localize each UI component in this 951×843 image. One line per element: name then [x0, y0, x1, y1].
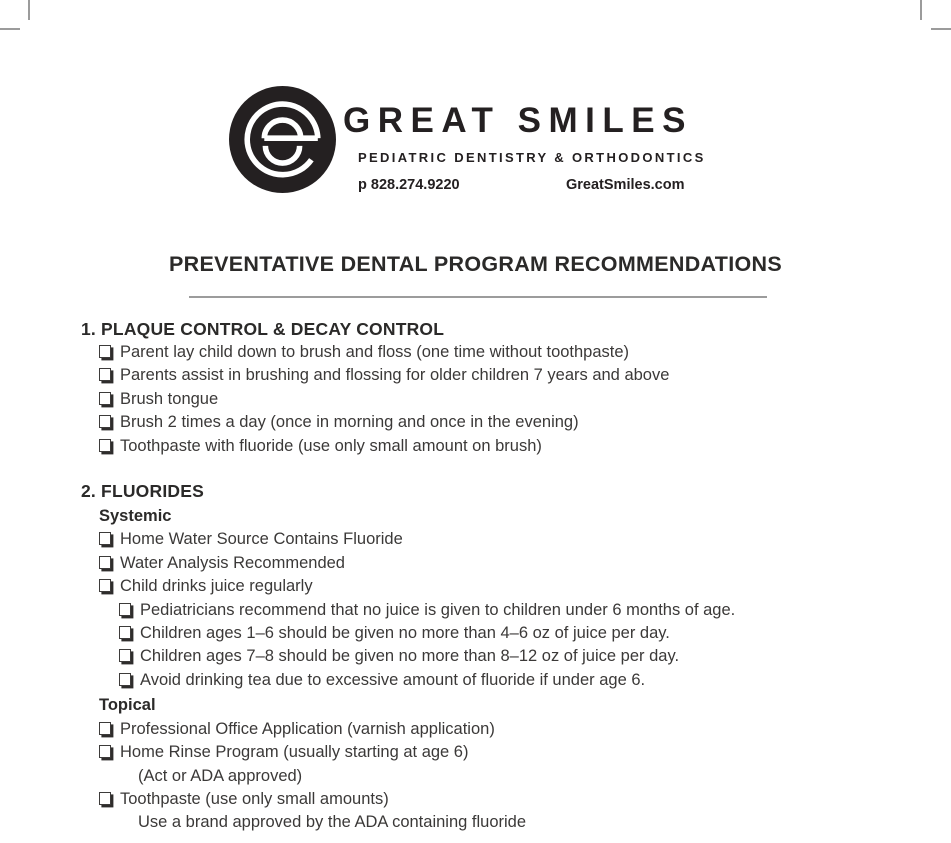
checklist-item-text: Brush tongue — [120, 389, 219, 408]
checklist-item-text: (Act or ADA approved) — [138, 766, 303, 785]
checklist-item-text: Child drinks juice regularly — [120, 577, 313, 596]
document-title: PREVENTATIVE DENTAL PROGRAM RECOMMENDATIONS — [169, 252, 782, 276]
checkbox-icon — [119, 673, 131, 686]
checklist-item-text: Water Analysis Recommended — [120, 553, 345, 572]
checkbox-icon — [119, 603, 131, 616]
checklist-item-text: Parent lay child down to brush and floss (one time without toothpaste) — [120, 343, 630, 361]
checklist-item — [99, 411, 896, 434]
website-url: GreatSmiles.com — [566, 177, 685, 193]
title-divider — [189, 296, 767, 298]
checklist-item — [99, 364, 896, 387]
checklist-subitem — [119, 669, 896, 692]
section-fluorides — [81, 480, 896, 835]
checklist-item — [99, 718, 896, 741]
subsection-label-topical: Topical — [99, 696, 156, 715]
section-plaque-control — [81, 318, 896, 458]
checklist-item-text: Parents assist in brushing and flossing for older children 7 years and above — [120, 366, 670, 385]
great-smiles-logo-icon — [229, 86, 336, 193]
crop-mark-top-left-vertical — [28, 0, 30, 20]
checklist-item — [99, 575, 896, 598]
checkbox-icon — [99, 532, 111, 545]
checklist-subitem — [119, 622, 896, 645]
checkbox-icon — [99, 579, 111, 592]
subsection-label-systemic: Systemic — [99, 507, 172, 526]
checklist-item-text: Toothpaste (use only small amounts) — [120, 789, 389, 808]
section-heading: 2. FLUORIDES — [81, 481, 204, 502]
checklist-item — [99, 341, 896, 364]
checkbox-icon — [99, 439, 111, 452]
checklist-item-text: Pediatricians recommend that no juice is given to children under 6 months of age. — [140, 600, 736, 619]
checklist-item — [99, 528, 896, 551]
checklist-item-text: Brush 2 times a day (once in morning and once in the evening) — [120, 413, 579, 432]
checklist-item-continuation — [138, 811, 896, 834]
checkbox-icon — [99, 722, 111, 735]
crop-mark-top-right-vertical — [920, 0, 922, 20]
checklist-item-text: Home Water Source Contains Fluoride — [120, 530, 403, 549]
crop-mark-top-right-horizontal — [931, 28, 951, 30]
checklist-item — [99, 388, 896, 411]
checklist-item — [99, 741, 896, 764]
brand-tagline: PEDIATRIC DENTISTRY & ORTHODONTICS — [358, 150, 706, 165]
checkbox-icon — [99, 368, 111, 381]
section-heading: 1. PLAQUE CONTROL & DECAY CONTROL — [81, 319, 445, 339]
checklist-item-text: Avoid drinking tea due to excessive amount of fluoride if under age 6. — [140, 670, 646, 689]
checkbox-icon — [99, 345, 111, 358]
checkbox-icon — [99, 392, 111, 405]
checklist-subitem — [119, 645, 896, 668]
document-body — [81, 318, 896, 835]
checkbox-icon — [99, 415, 111, 428]
phone-number: p 828.274.9220 — [358, 177, 460, 193]
checkbox-icon — [119, 626, 131, 639]
crop-mark-top-left-horizontal — [0, 28, 20, 30]
checklist-item — [99, 552, 896, 575]
checklist-item-text: Children ages 7–8 should be given no more than 8–12 oz of juice per day. — [140, 647, 680, 666]
checklist-item-text: Toothpaste with fluoride (use only small amount on brush) — [120, 436, 542, 455]
checklist-item-text: Use a brand approved by the ADA containing fluoride — [138, 813, 527, 832]
checkbox-icon — [99, 556, 111, 569]
checkbox-icon — [99, 745, 111, 758]
checklist-item-text: Professional Office Application (varnish application) — [120, 719, 495, 738]
checkbox-icon — [119, 649, 131, 662]
brand-wordmark: GREAT SMILES — [343, 101, 693, 140]
checklist-subitem — [119, 599, 896, 622]
checklist-item — [99, 788, 896, 811]
checkbox-icon — [99, 792, 111, 805]
checklist-item — [99, 435, 896, 458]
checklist-item-text: Home Rinse Program (usually starting at age 6) — [120, 743, 469, 762]
checklist-item-text: Children ages 1–6 should be given no more than 4–6 oz of juice per day. — [140, 624, 670, 643]
checklist-item-continuation — [138, 765, 896, 788]
